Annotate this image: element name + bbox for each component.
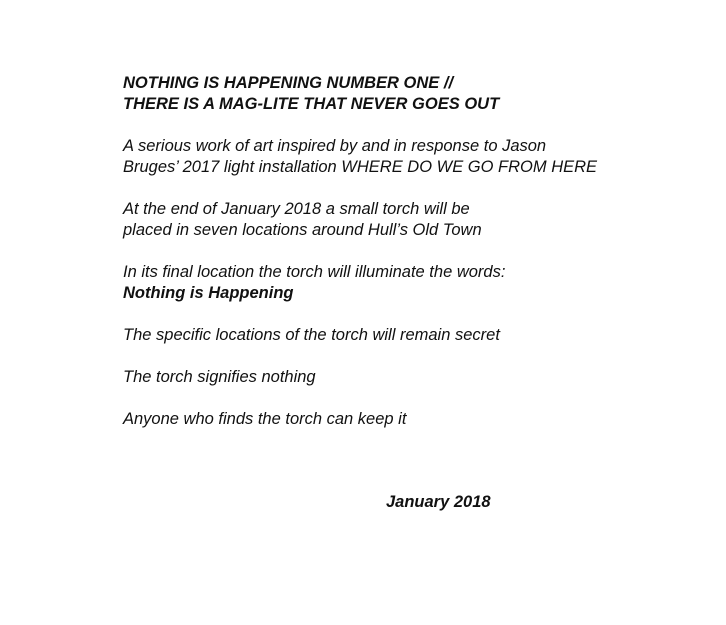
placement-line-1: At the end of January 2018 a small torch will be — [123, 200, 470, 218]
placement-paragraph — [123, 199, 683, 241]
secret-paragraph — [123, 325, 683, 346]
final-location-line: In its final location the torch will illuminate the words: — [123, 263, 506, 281]
final-location-paragraph — [123, 262, 683, 304]
intro-paragraph — [123, 136, 683, 178]
signifies-paragraph — [123, 367, 683, 388]
nothing-is-happening-phrase: Nothing is Happening — [123, 284, 294, 302]
keep-line: Anyone who finds the torch can keep it — [123, 410, 407, 428]
title-line-2: THERE IS A MAG-LITE THAT NEVER GOES OUT — [123, 95, 500, 113]
document-date: January 2018 — [386, 493, 491, 511]
intro-line-2: Bruges’ 2017 light installation WHERE DO WE GO FROM HERE — [123, 158, 598, 176]
document-body — [123, 73, 683, 430]
title-line-1: NOTHING IS HAPPENING NUMBER ONE // — [123, 74, 454, 92]
placement-line-2: placed in seven locations around Hull’s Old Town — [123, 221, 482, 239]
intro-line-1: A serious work of art inspired by and in response to Jason — [123, 137, 547, 155]
keep-paragraph — [123, 409, 683, 430]
document-title — [123, 73, 683, 115]
signifies-line: The torch signifies nothing — [123, 368, 316, 386]
secret-line: The specific locations of the torch will remain secret — [123, 326, 500, 344]
